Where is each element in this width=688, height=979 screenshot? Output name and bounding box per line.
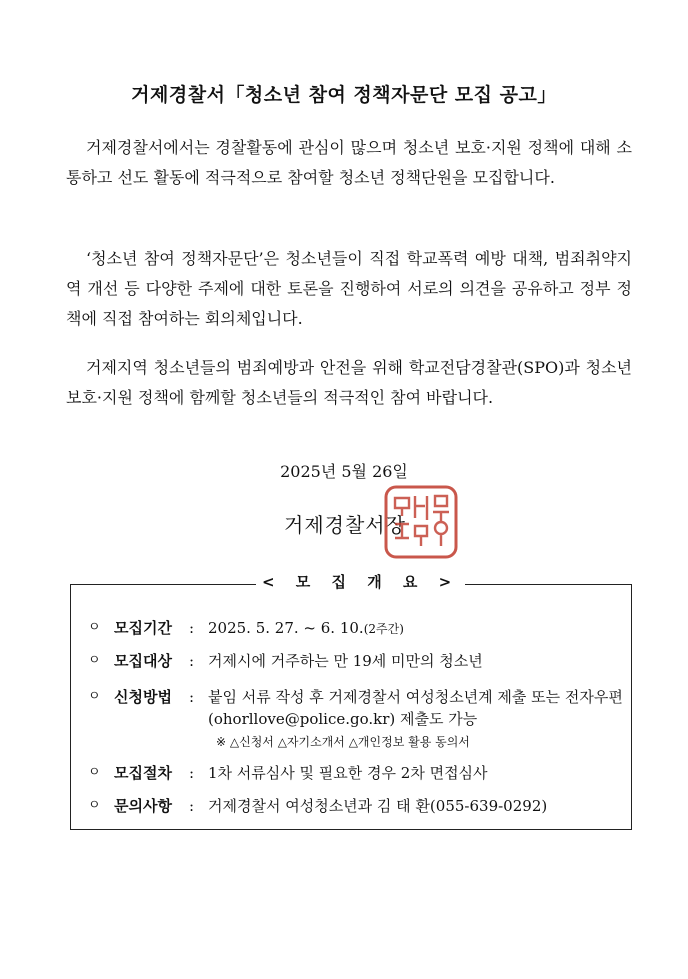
item-label: 모집기간 <box>114 619 172 637</box>
issuer-name: 거제경찰서장 <box>284 513 406 537</box>
item-value: 거제시에 거주하는 만 19세 미만의 청소년 <box>208 652 483 670</box>
summary-box-title: < 모 집 개 요 > <box>256 571 465 592</box>
item-label: 신청방법 <box>114 688 172 706</box>
item-value <box>208 617 638 640</box>
bullet-icon: ㅇ <box>88 653 101 668</box>
paragraph-2-text: ‘청소년 참여 정책자문단’은 청소년들이 직접 학교폭력 예방 대책, 범죄취약지역 개선 등 다양한 주제에 대한 토론을 진행하여 서로의 의견을 공유하고 정부 정책에 직접 참여하는 회의체입니다. <box>66 249 632 328</box>
bullet-icon: ㅇ <box>88 798 101 813</box>
paragraph-3-text: 거제지역 청소년들의 범죄예방과 안전을 위해 학교전담경찰관(SPO)과 청소년 보호·지원 정책에 함께할 청소년들의 적극적인 참여 바랍니다. <box>66 358 632 407</box>
item-colon: : <box>189 764 195 782</box>
item-label: 모집대상 <box>114 652 172 670</box>
bullet-icon: ㅇ <box>88 620 101 635</box>
item-value: 거제경찰서 여성청소년과 김 태 환(055-639-0292) <box>208 797 548 815</box>
bullet-icon: ㅇ <box>88 765 101 780</box>
paragraph-1-text: 거제경찰서에서는 경찰활동에 관심이 많으며 청소년 보호·지원 정책에 대해 소통하고 선도 활동에 적극적으로 참여할 청소년 정책단원을 모집합니다. <box>66 138 632 187</box>
item-value: 붙임 서류 작성 후 거제경찰서 여성청소년계 제출 또는 전자우편(ohorllove@police.go.kr) 제출도 가능 <box>208 688 623 728</box>
document-title: 거제경찰서「청소년 참여 정책자문단 모집 공고」 <box>131 84 557 106</box>
item-colon: : <box>189 797 195 815</box>
issue-date: 2025년 5월 26일 <box>280 462 408 481</box>
paragraph-3 <box>66 353 632 413</box>
item-colon: : <box>189 688 195 706</box>
paragraph-1 <box>66 133 632 193</box>
required-documents-note: ※ △신청서 △자기소개서 △개인정보 활용 동의서 <box>216 735 470 749</box>
bullet-icon: ㅇ <box>88 689 101 704</box>
period-suffix: (2주간) <box>363 622 404 636</box>
item-label: 문의사항 <box>114 797 172 815</box>
official-seal-icon <box>383 484 459 560</box>
paragraph-2 <box>66 244 632 334</box>
item-value: 1차 서류심사 및 필요한 경우 2차 면접심사 <box>208 764 488 782</box>
item-colon: : <box>189 619 195 637</box>
period-value: 2025. 5. 27. ~ 6. 10. <box>208 619 364 637</box>
item-colon: : <box>189 652 195 670</box>
item-label: 모집절차 <box>114 764 172 782</box>
